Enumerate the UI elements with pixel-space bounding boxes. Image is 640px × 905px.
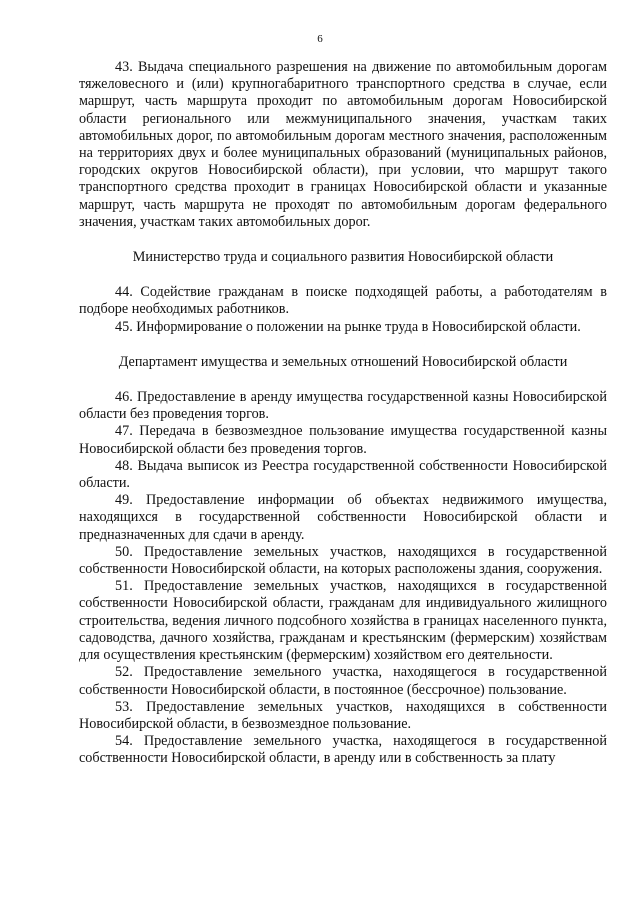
page-number: 6 xyxy=(317,33,323,45)
item-52: 52. Предоставление земельного участка, находящегося в государственной собственности Новосибирской области, в постоянное (бессрочное) пользование. xyxy=(79,664,607,698)
section-heading-labor-ministry: Министерство труда и социального развития Новосибирской области xyxy=(132,249,554,266)
item-43: 43. Выдача специального разрешения на движение по автомобильным дорогам тяжеловесного и (или) крупногабаритного транспортного средства в случае, если маршрут, часть маршрута проходит по автомобильным дорогам Новосибирской области регионального или межмуниципального значения, участкам таких автомобильных дорог, по автомобильным дорогам местного значения, расположенным на территориях двух и более муниципальных образований (муниципальных районов, городских округов Новосибирской области), при условии, что маршрут такого транспортного средства проходит в границах Новосибирской области и указанные маршрут, часть маршрута не проходят по автомобильным дорогам федерального значения, участкам таких автомобильных дорог. xyxy=(79,59,607,230)
item-47: 47. Передача в безвозмездное пользование имущества государственной казны Новосибирской области без проведения торгов. xyxy=(79,423,607,457)
item-46: 46. Предоставление в аренду имущества государственной казны Новосибирской области без проведения торгов. xyxy=(79,389,607,423)
item-54: 54. Предоставление земельного участка, находящегося в государственной собственности Новосибирской области, в аренду или в собственность за плату xyxy=(79,733,607,767)
item-49: 49. Предоставление информации об объектах недвижимого имущества, находящихся в государственной собственности Новосибирской области и предназначенных для сдачи в аренду. xyxy=(79,492,607,543)
item-45: 45. Информирование о положении на рынке труда в Новосибирской области. xyxy=(115,318,581,335)
item-51: 51. Предоставление земельных участков, находящихся в государственной собственности Новосибирской области, гражданам для индивидуального жилищного строительства, ведения личного подсобного хозяйства в границах населенного пункта, садоводства, дачного хозяйства, гражданам и крестьянским (фермерским) хозяйствам для осуществления крестьянским (фермерским) хозяйством его деятельности. xyxy=(79,578,607,664)
item-48: 48. Выдача выписок из Реестра государственной собственности Новосибирской области. xyxy=(79,457,607,492)
item-53: 53. Предоставление земельных участков, находящихся в собственности Новосибирской области, в безвозмездное пользование. xyxy=(79,698,607,732)
item-50: 50. Предоставление земельных участков, находящихся в государственной собственности Новосибирской области, на которых расположены здания, сооружения. xyxy=(79,543,607,578)
item-44: 44. Содействие гражданам в поиске подходящей работы, а работодателям в подборе необходимых работников. xyxy=(79,284,607,318)
section-heading-property-department: Департамент имущества и земельных отношений Новосибирской области xyxy=(118,353,568,370)
